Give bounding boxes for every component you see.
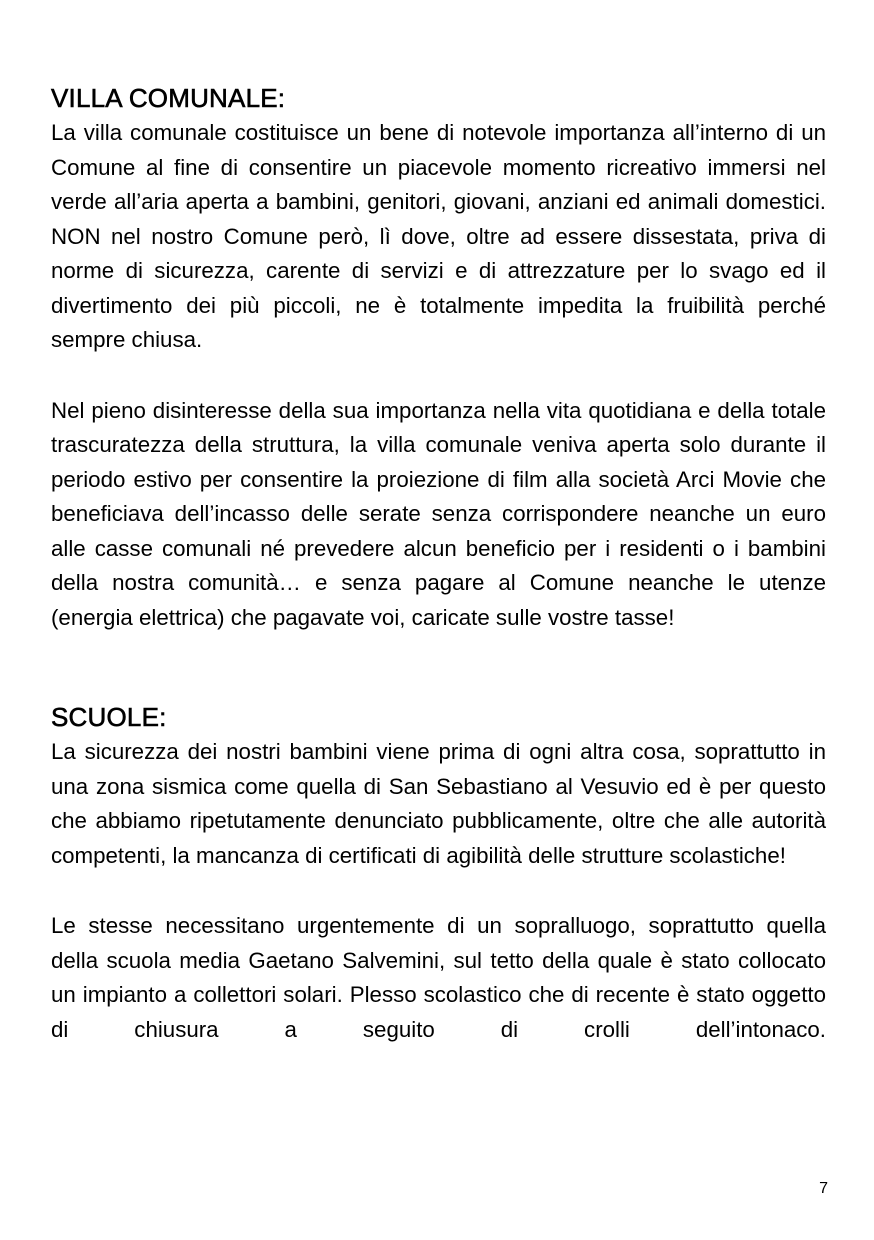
page-number: 7 (819, 1180, 828, 1197)
paragraph: La villa comunale costituisce un bene di notevole importanza all’interno di un Comune al fine di consentire un piacevole momento ricreativo immersi nel verde all’aria aperta a bambini, genitori, giovani, anziani ed animali domestici. NON nel nostro Comune però, lì dove, oltre ad essere dissestata, priva di norme di sicurezza, carente di servizi e di attrezzature per lo svago ed il divertimento dei più piccoli, ne è totalmente impedita la fruibilità perché sempre chiusa. (51, 120, 826, 352)
paragraph: La sicurezza dei nostri bambini viene prima di ogni altra cosa, soprattutto in una zona sismica come quella di San Sebastiano al Vesuvio ed è per questo che abbiamo ripetutamente denunciato pubblicamente, oltre che alle autorità competenti, la mancanza di certificati di agibilità delle strutture scolastiche! (51, 739, 826, 868)
paragraph: Nel pieno disinteresse della sua importanza nella vita quotidiana e della totale trascuratezza della struttura, la villa comunale veniva aperta solo durante il periodo estivo per consentire la proiezione di film alla società Arci Movie che beneficiava dell’incasso delle serate senza corrispondere neanche un euro alle casse comunali né prevedere alcun beneficio per i residenti o i bambini della nostra comunità… e senza pagare al Comune neanche le utenze (energia elettrica) che pagavate voi, caricate sulle vostre tasse! (51, 397, 826, 630)
document-page (51, 80, 826, 1047)
section-villa-comunale (51, 80, 826, 635)
section-scuole (51, 699, 826, 1047)
section-heading: VILLA COMUNALE: (51, 83, 286, 113)
section-heading: SCUOLE: (51, 702, 167, 732)
paragraph: Le stesse necessitano urgentemente di un sopralluogo, soprattutto quella della scuola media Gaetano Salvemini, sul tetto della quale è stato collocato un impianto a collettori solari. Plesso scolastico che di recente è stato oggetto di chiusura a seguito di crolli dell’intonaco. (51, 913, 826, 1042)
